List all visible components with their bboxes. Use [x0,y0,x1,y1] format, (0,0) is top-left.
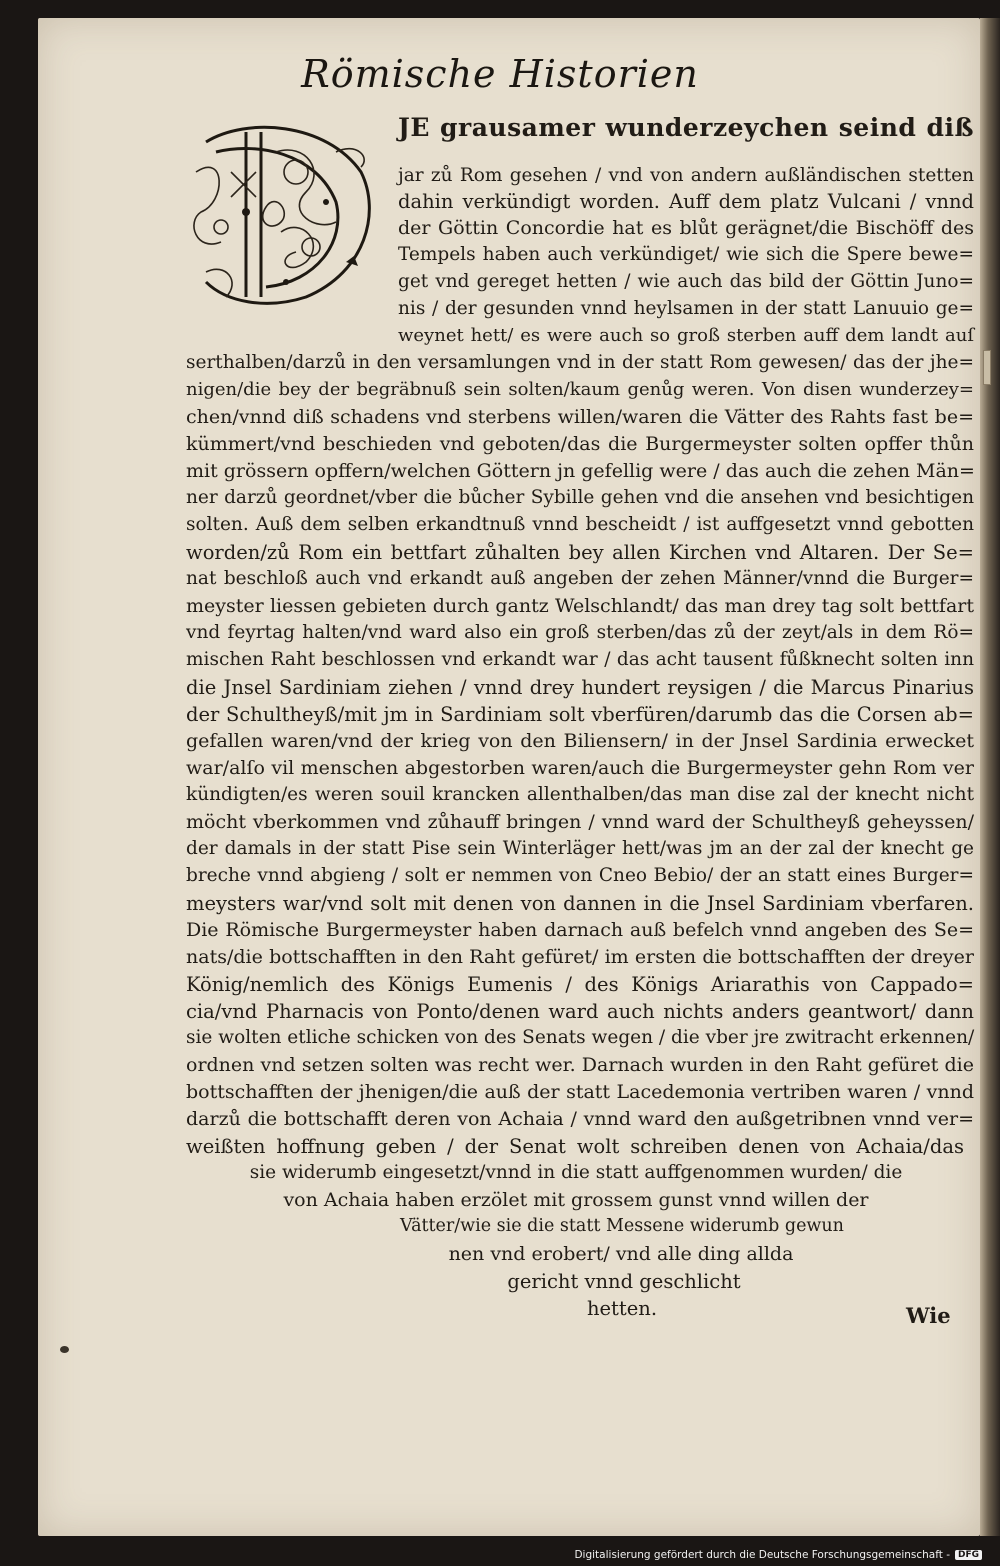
body-line: der Göttin Concordie hat es blůt gerägnet/die Bischöff des [398,217,974,239]
body-line: weißten hoffnung geben / der Senat wolt schreiben denen von Achaia/das [186,1135,964,1158]
body-line: jar zů Rom gesehen / vnd von andern außländischen stetten [398,165,974,186]
body-line: bottschafften der jhenigen/die auß der statt Lacedemonia vertriben waren / vnnd [186,1081,974,1103]
body-line: sie widerumb eingesetzt/vnnd in die statt auffgenommen wurden/ die [249,1162,903,1183]
body-line: meysters war/vnd solt mit denen von dannen in die Jnsel Sardiniam vberfaren. [186,892,974,915]
body-line: nats/die bottschafften in den Raht gefüret/ im ersten die bottschafften der dreyer [186,946,974,968]
running-title: Römische Historien [301,52,699,96]
body-line: breche vnnd abgieng / solt er nemmen von Cneo Bebio/ der an statt eines Burger= [186,865,974,886]
body-line: vnd feyrtag halten/vnd ward also ein groß sterben/das zů der zeyt/als in dem Rö= [186,622,974,643]
body-line: serthalben/darzů in den versamlungen vnd in der statt Rom gewesen/ das der jhe= [186,352,974,373]
body-line: mit grössern opffern/welchen Göttern jn gefellig were / das auch die zehen Män= [186,460,975,482]
body-line: nigen/die bey der begräbnuß sein solten/kaum genůg weren. Von disen wunderzey= [186,379,974,400]
body-line: hetten. [586,1297,658,1320]
body-line: Tempels haben auch verkündiget/ wie sich die Spere bewe= [398,244,974,265]
body-line: war/alſo vil menschen abgestorben waren/auch die Burgermeyster gehn Rom ver [186,757,974,779]
dfg-logo: DFG [955,1550,982,1560]
body-line: ordnen vnd setzen solten was recht wer. Darnach wurden in den Raht gefüret die [186,1054,974,1076]
body-line: solten. Auß dem selben erkandtnuß vnnd bescheidt / ist auffgesetzt vnnd gebotten [186,514,974,535]
body-line: gericht vnnd geschlicht [507,1270,741,1293]
ink-spot [60,1346,69,1353]
body-line: weynet hett/ es were auch so groß sterben auff dem landt auſ [398,325,974,346]
body-line: worden/zů Rom ein bettfart zůhalten bey allen Kirchen vnd Altaren. Der Se= [186,541,974,564]
body-line: darzů die bottschafft deren von Achaia / vnnd ward den außgetribnen vnnd ver= [186,1108,974,1130]
body-line: König/nemlich des Königs Eumenis / des Königs Ariarathis von Cappado= [186,973,974,996]
body-line: get vnd gereget hetten / wie auch das bild der Göttin Juno= [398,271,974,292]
body-line: Die Römische Burgermeyster haben darnach auß befelch vnnd angeben des Se= [186,919,974,941]
body-line: chen/vnnd diß schadens vnd sterbens willen/waren die Vätter des Rahts fast be= [186,406,974,428]
page-edge [980,18,1000,1536]
catchword: Wie [906,1303,951,1328]
body-line: nis / der gesunden vnnd heylsamen in der statt Lanuuio ge= [398,298,974,319]
body-line: der Schultheyß/mit jm in Sardiniam solt vberfüren/darumb das die Corsen ab= [186,703,974,726]
body-line: möcht vberkommen vnd zůhauff bringen / vnnd ward der Schultheyß geheyssen/ [186,811,974,833]
body-line: die Jnsel Sardiniam ziehen / vnnd drey hundert reysigen / die Marcus Pinarius [186,676,974,699]
page-marker-tab [983,350,991,385]
body-line: von Achaia haben erzölet mit grossem gunst vnnd willen der [283,1189,869,1211]
body-line: dahin verkündigt worden. Auff dem platz Vulcani / vnnd [398,190,974,213]
body-line: gefallen waren/vnd der krieg von den Biliensern/ in der Jnsel Sardinia erwecket [186,730,974,752]
footer-credit [574,1549,982,1561]
body-line: kündigten/es weren souil krancken allenthalben/das man dise zal der knecht nicht [186,784,974,805]
footer-text: Digitalisierung gefördert durch die Deutsche Forschungsgemeinschaft - [574,1549,950,1561]
body-line: der damals in der statt Pise sein Winterläger hett/was jm an der zal der knecht ge [186,838,974,859]
body-line: nat beschloß auch vnd erkandt auß angeben der zehen Männer/vnnd die Burger= [186,568,974,589]
body-line: cia/vnd Pharnacis von Ponto/denen ward auch nichts anders geantwort/ dann [186,1000,974,1023]
body-line: mischen Raht beschlossen vnd erkandt war / das acht tausent fůßknecht solten inn [186,649,974,670]
body-line: nen vnd erobert/ vnd alle ding allda [448,1243,794,1265]
body-line: sie wolten etliche schicken von des Senats wegen / die vber jre zwitracht erkennen/ [186,1027,975,1048]
body-line: Vätter/wie sie die statt Messene widerumb gewun [400,1216,844,1236]
body-line: meyster liessen gebieten durch gantz Welschlandt/ das man drey tag solt bettfart [186,595,974,617]
decorated-initial-d [186,112,386,312]
body-line-lead: JE grausamer wunderzeychen seind diß [398,113,974,142]
body-line: ner darzů geordnet/vber die bůcher Sybille gehen vnd die ansehen vnd besichtigen [186,487,974,508]
body-line: kümmert/vnd beschieden vnd geboten/das die Burgermeyster solten opffer thůn [186,433,974,455]
